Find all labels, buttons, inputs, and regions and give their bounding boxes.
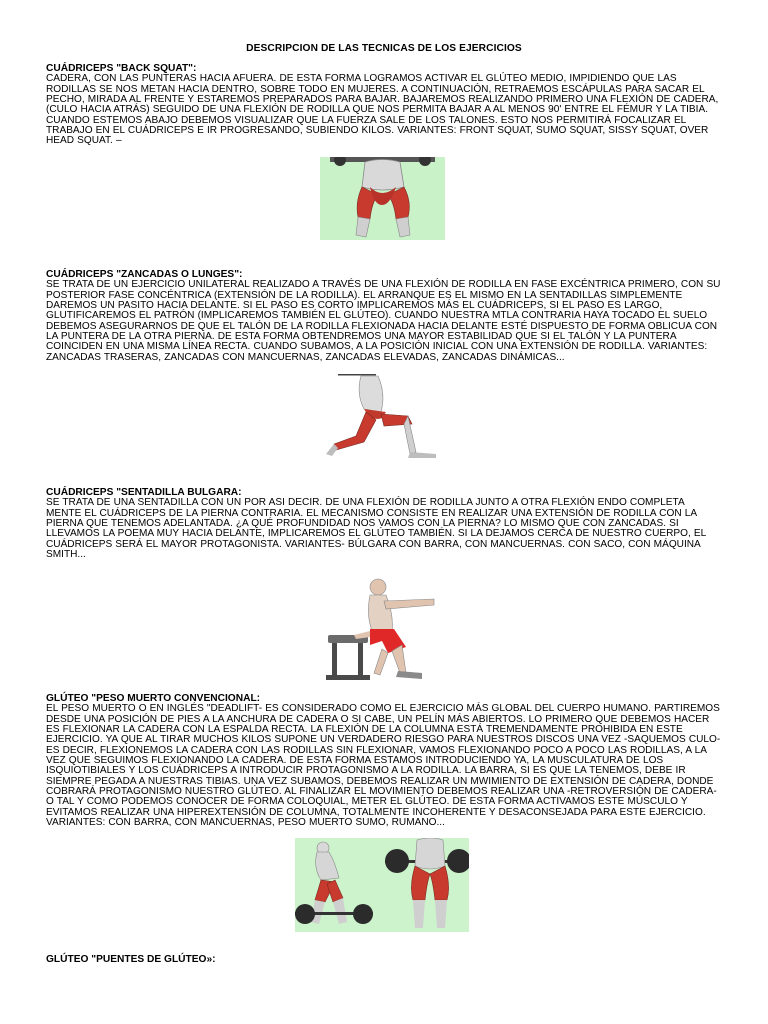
bulgarian-squat-figure: [326, 575, 440, 682]
back-squat-illustration-icon: [320, 157, 445, 240]
section-lunges: [46, 270, 722, 363]
section-heading: GLÚTEO "PUENTES DE GLÚTEO»:: [46, 954, 216, 965]
section-deadlift: [46, 694, 722, 828]
section-glute-bridges: [46, 955, 722, 965]
section-bulgarian-squat: [46, 488, 722, 560]
deadlift-figure: [295, 838, 469, 932]
section-body: EL PESO MUERTO O EN INGLÉS "DEADLIFT- ES CONSIDERADO COMO EL EJERCICIO MÁS GLOBAL DEL CUERPO HUMANO. PARTIREMOS DESDE UNA POSICIÓN DE PIES A LA ANCHURA DE CADERA O SI CABE, UN PELÍN MÁS ABIERTOS. LO PRIMERO QUE DEBEMOS HACER ES FLEXIONAR LA CADERA CON LA ESPALDA RECTA. LA FLEXIÓN DE LA COLUMNA ESTÁ TREMENDAMENTE PROHIBIDA EN ESTE EJERCICIO. YA QUE AL TIRAR MUCHOS KILOS SUPONE UN VERDADERO RIESGO PARA NUESTROS DISCOS UNA VEZ -SAQUEMOS CULO- ES DECIR, FLEXIONEMOS LA CADERA CON LAS RODILLAS SIN FLEXIONAR, VAMOS FLEXIONANDO POCO A POCO LAS RODILLAS, A LA VEZ QUE SEGUIMOS FLEXIONANDO LA CADERA. DE ESTA FORMA ESTAMOS INTRODUCIENDO YA, LA MUSCULATURA DE LOS ISQUIOTIBIALES Y LOS CUÁDRICEPS A INTRODUCIR PROTAGONISMO A LA RODILLA. LA BARRA, SI ES QUE LA TENEMOS, DEBE IR SIEMPRE PEGADA A NUESTRAS TIBIAS. UNA VEZ SUBAMOS, DEBEMOS REALIZAR UN MWIMIENTO DE EXTENSIÓN DE CADERA, DONDE COBRARÁ PROTAGONISMO NUESTRO GLÚTEO. AL FINALIZAR EL MOVIMIENTO DEBEMOS REALIZAR UNA -RETROVERSIÓN DE CADERA- O TAL Y COMO PODEMOS CONOCER DE FORMA COLOQUIAL, METER EL GLÚTEO. DE ESTA FORMA ACTIVAMOS ESTE MÚSCULO Y EVITAMOS REALIZAR UNA HIPEREXTENSIÓN DE COLUMNA, TOTALMENTE INCOHERENTE Y DESACONSEJADA PARA ESTE EJERCICIO. VARIANTES: CON BARRA, CON MANCUERNAS, PESO MUERTO SUMO, RUMANO...: [46, 703, 721, 829]
section-body: SE TRATA DE UNA SENTADILLA CON UN POR ASI DECIR. DE UNA FLEXIÓN DE RODILLA JUNTO A OTRA FLEXIÓN ENDO COMPLETA MENTE EL CUÁDRICEPS DE LA PIERNA CONTRARIA. EL MECANISMO CONSISTE EN REALIZAR UNA EXTENSIÓN DE RODILLA CON LA PIERNA QUE TENEMOS ADELANTADA. ¿A QUÉ PROFUNDIDAD NOS VAMOS CON LA PIERNA? LO MISMO QUE CON ZANCADAS. SI LLEVAMOS LA POEMA MUY HACIA DELANTE, IMPLICAREMOS EL GLÚTEO TAMBIÉN. SI LA DEJAMOS CERCA DE NUESTRO CUERPO, EL CUÁDRICEPS SERÁ EL MAYOR PROTAGONISTA. VARIANTES- BÚLGARA CON BARRA, CON MANCUERNAS. CON SACO, CON MÁQUINA SMITH...: [46, 497, 706, 561]
section-heading: CUÁDRICEPS "BACK SQUAT":: [46, 63, 197, 74]
document-title: DESCRIPCION DE LAS TECNICAS DE LOS EJERCICIOS: [246, 43, 522, 54]
lunge-figure: [326, 374, 440, 458]
section-heading: GLÚTEO "PESO MUERTO CONVENCIONAL:: [46, 693, 261, 704]
deadlift-illustration-icon: [295, 838, 469, 932]
bulgarian-split-squat-illustration-icon: [326, 575, 440, 682]
lunge-illustration-icon: [326, 374, 440, 458]
back-squat-figure: [320, 157, 445, 240]
section-heading: CUÁDRICEPS "ZANCADAS O LUNGES":: [46, 269, 243, 280]
section-body: SE TRATA DE UN EJERCICIO UNILATERAL REALIZADO A TRAVÉS DE UNA FLEXIÓN DE RODILLA EN FASE EXCÉNTRICA PRIMERO, CON SU POSTERIOR FASE CONCÉNTRICA (EXTENSIÓN DE LA RODILLA). EL ARRANQUE ES EL MISMO EN LA SENTADILLAS SIMPLEMENTE DAREMOS UN PASITO HACIA DELANTE. SI EL PASO ES CORTO IMPLICAREMOS MÁS EL CUÁDRICEPS, SI EL PASO ES LARGO, GLUTIFICAREMOS EL PATRÓN (IMPLICAREMOS TAMBIÉN EL GLÚTEO). CUANDO NUESTRA MTLA CONTRARIA HAYA TOCADO EL SUELO DEBEMOS ASEGURARNOS DE QUE EL TALÓN DE LA RODILLA FLEXIONADA HACIA DELANTE ESTÉ DISPUESTO DE FORMA OBLICUA CON LA PUNTERA DE LA OTRA PIERNA. DE ESTA FORMA OBTENDREMOS UNA MAYOR ESTABILIDAD QUE SI EL TALÓN Y LA PUNTERA COINCIDEN EN UNA MISMA LÍNEA RECTA. CUANDO SUBAMOS, A LA POSICIÓN INICIAL CON UNA EXTENSIÓN DE RODILLA. VARIANTES: ZANCADAS TRASERAS, ZANCADAS CON MANCUERNAS, ZANCADAS ELEVADAS, ZANCADAS DINÁMICAS...: [46, 279, 721, 363]
section-heading: CUÁDRICEPS "SENTADILLA BULGARA:: [46, 487, 242, 498]
section-back-squat: [46, 64, 722, 147]
section-body: CADERA, CON LAS PUNTERAS HACIA AFUERA. DE ESTA FORMA LOGRAMOS ACTIVAR EL GLÚTEO MEDIO, IMPIDIENDO QUE LAS RODILLAS SE NOS METAN HACIA DENTRO, SOBRE TODO EN MUJERES. A CONTINUACIÓN, RETRAEMOS ESCÁPULAS PARA SACAR EL PECHO, MIRADA AL FRENTE Y ESTAREMOS PREPARADOS PARA BAJAR. BAJAREMOS REALIZANDO PRIMERO UNA FLEXIÓN DE CADERA, (CULO HACIA ATRÁS) SEGUIDO DE UNA FLEXIÓN DE RODILLA QUE NOS PERMITA BAJAR A AL MENOS 90' ENTRE EL FÉMUR Y LA TIBIA. CUANDO ESTEMOS ABAJO DEBEMOS VISUALIZAR QUE LA FUERZA SALE DE LOS TALONES. ESTO NOS PERMITIRÁ FOCALIZAR EL TRABAJO EN EL CUÁDRICEPS E IR PROGRESANDO, SUBIENDO KILOS. VARIANTES: FRONT SQUAT, SUMO SQUAT, SISSY SQUAT, OVER HEAD SQUAT. –: [46, 73, 719, 147]
